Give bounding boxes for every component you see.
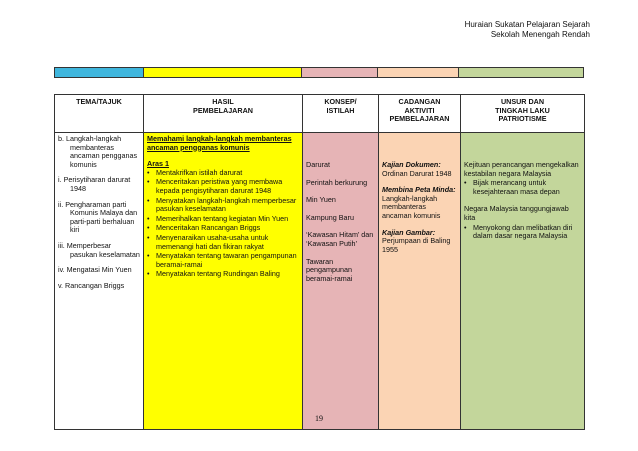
hasil-item: • Menyatakan langkah-langkah memperbesar pasukan keselamatan: [147, 197, 299, 214]
hasil-item: • Menceritakan Rancangan Briggs: [147, 224, 299, 233]
tema-item: v. Rancangan Briggs: [58, 280, 125, 290]
hasil-item: • Menceritakan peristiwa yang membawa kepada pengisytiharan darurat 1948: [147, 178, 299, 195]
col-header-konsep: KONSEP/ ISTILAH: [303, 95, 379, 133]
hasil-item: • Mentakrifkan istilah darurat: [147, 169, 299, 178]
konsep-item: Darurat: [306, 160, 330, 169]
tema-cell: [55, 133, 144, 430]
konsep-item: Kampung Baru: [306, 212, 354, 222]
unsur-bullet: • Menyokong dan melibatkan diri dalam dasar negara Malaysia: [464, 224, 581, 241]
unsur-cell: [461, 133, 585, 430]
col-header-hasil: HASIL PEMBELAJARAN: [144, 95, 303, 133]
unsur-paragraph: Kejituan perancangan mengekalkan kestabilan negara Malaysia: [464, 160, 579, 178]
aras-label: Aras 1: [147, 159, 169, 169]
konsep-cell: [303, 133, 379, 430]
cadangan-text: Ordinan Darurat 1948: [382, 168, 452, 178]
table-header-row: [55, 95, 585, 133]
konsep-item: ‘Kawasan Hitam’ dan ‘Kawasan Putih’: [306, 230, 374, 248]
tema-item: ii. Pengharaman parti Komunis Malaya dan parti-parti berhaluan kiri: [58, 199, 138, 235]
page-header: [465, 20, 590, 40]
hasil-heading: Memahami langkah-langkah membanteras ancaman pengganas komunis: [147, 134, 292, 152]
header-line-2: Sekolah Menengah Rendah: [490, 30, 590, 39]
cadangan-label: Membina Peta Minda:: [382, 185, 456, 195]
konsep-item: Min Yuen: [306, 195, 336, 205]
color-swatch-hasil: [144, 68, 302, 77]
col-header-unsur: UNSUR DAN TINGKAH LAKU PATRIOTISME: [461, 95, 585, 133]
page-number: 19: [315, 414, 323, 423]
hasil-item: • Menyatakan tentang tawaran pengampunan beramai-ramai: [147, 252, 299, 269]
color-swatch-cadangan: [378, 68, 460, 77]
hasil-cell: [144, 133, 303, 430]
header-line-1: Huraian Sukatan Pelajaran Sejarah: [464, 20, 590, 29]
hasil-item: • Memerihalkan tentang kegiatan Min Yuen: [147, 215, 299, 224]
tema-item: b. Langkah-langkah membanteras ancaman pengganas komunis: [58, 134, 138, 169]
col-header-tema: TEMA/TAJUK: [55, 95, 144, 133]
color-legend-band: [54, 67, 584, 78]
tema-item: iii. Memperbesar pasukan keselamatan: [58, 240, 140, 259]
color-swatch-tema: [55, 68, 144, 77]
hasil-item: • Menyenaraikan usaha-usaha untuk memenangi hati dan fikiran rakyat: [147, 234, 299, 251]
konsep-item: Perintah berkurung: [306, 177, 368, 187]
hasil-item: • Menyatakan tentang Rundingan Baling: [147, 270, 299, 279]
cadangan-text: Langkah-langkah membanteras ancaman komunis: [382, 193, 441, 220]
cadangan-label: Kajian Gambar:: [382, 227, 436, 237]
table-row: [55, 133, 585, 430]
color-swatch-unsur: [459, 68, 583, 77]
col-header-cadangan: CADANGAN AKTIVITI PEMBELAJARAN: [379, 95, 461, 133]
tema-item: i. Perisytiharan darurat 1948: [58, 175, 131, 193]
color-swatch-konsep: [302, 68, 378, 77]
unsur-bullet: • Bijak merancang untuk kesejahteraan masa depan: [464, 179, 581, 196]
cadangan-label: Kajian Dokumen:: [382, 160, 441, 169]
unsur-paragraph: Negara Malaysia tanggungjawab kita: [464, 204, 569, 222]
syllabus-table: [54, 94, 585, 430]
konsep-item: Tawaran pengampunan beramai-ramai: [306, 256, 353, 283]
cadangan-text: Perjumpaan di Baling 1955: [382, 236, 451, 254]
tema-item: iv. Mengatasi Min Yuen: [58, 265, 132, 275]
cadangan-cell: [379, 133, 461, 430]
